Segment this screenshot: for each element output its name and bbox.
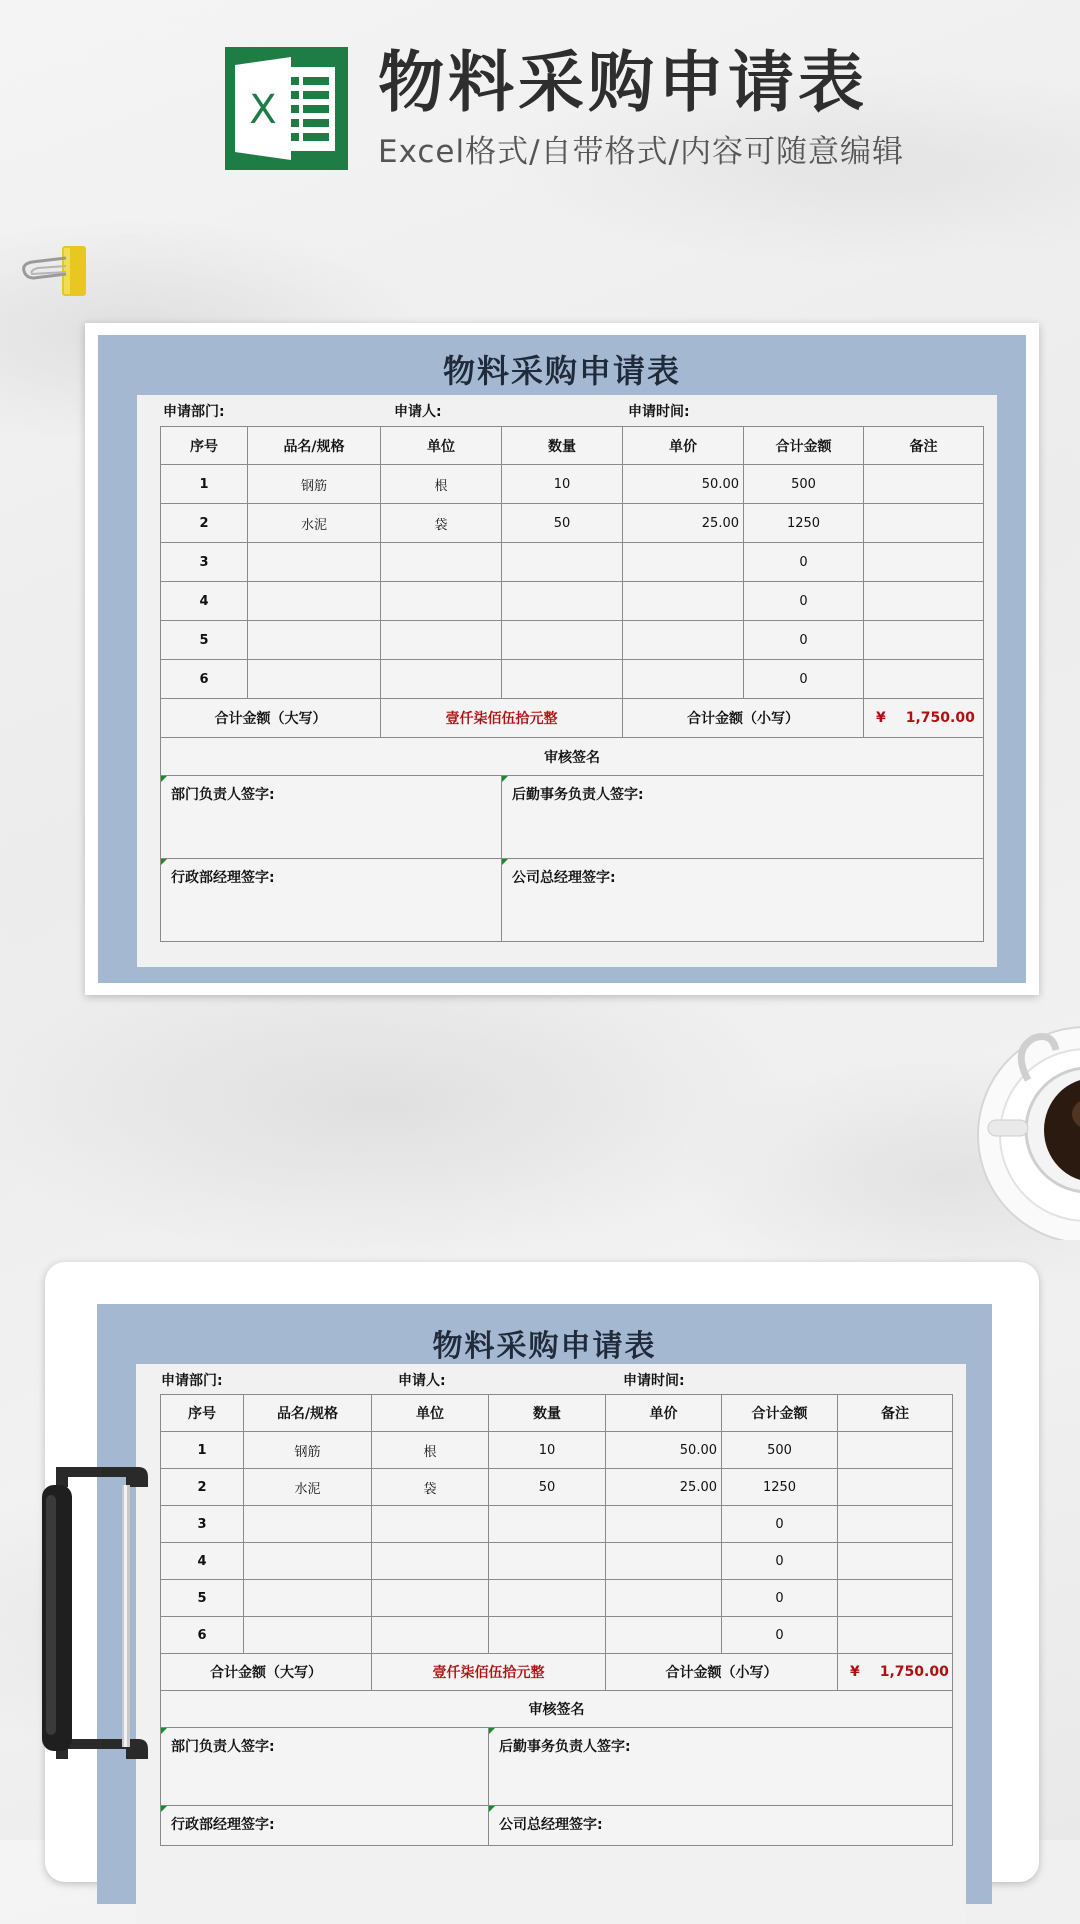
col-header: 序号 <box>161 1395 244 1432</box>
summary-row <box>161 1654 953 1691</box>
currency-symbol: ¥ <box>876 710 886 726</box>
cell-name[interactable] <box>244 1580 372 1617</box>
cell-name[interactable] <box>248 621 381 660</box>
cell-total[interactable]: 0 <box>722 1580 838 1617</box>
clipboard-clip-icon <box>38 1465 158 1765</box>
admin-manager-signature[interactable]: 行政部经理签字: <box>161 1806 489 1846</box>
logistics-head-signature[interactable]: 后勤事务负责人签字: <box>502 776 984 859</box>
table-row <box>161 1506 953 1543</box>
summary-row <box>161 699 984 738</box>
review-title: 审核签名 <box>161 738 984 776</box>
cell-qty[interactable] <box>489 1617 606 1654</box>
excel-logo-icon <box>225 47 348 170</box>
table-row <box>161 582 984 621</box>
cell-unit[interactable] <box>372 1506 489 1543</box>
col-header: 备注 <box>864 427 984 465</box>
cell-note[interactable] <box>838 1580 953 1617</box>
cell-no[interactable]: 3 <box>161 543 248 582</box>
cell-name[interactable] <box>248 582 381 621</box>
cell-no[interactable]: 1 <box>161 465 248 504</box>
dept-label: 申请部门: <box>163 404 225 420</box>
cell-unit[interactable]: 根 <box>381 465 502 504</box>
lower-total-amount: 1,750.00 <box>905 710 975 726</box>
cell-name[interactable]: 钢筋 <box>248 465 381 504</box>
cell-no[interactable]: 6 <box>161 660 248 699</box>
table-row <box>161 1580 953 1617</box>
cell-price[interactable] <box>623 543 744 582</box>
form-title: 物料采购申请表 <box>432 1329 657 1364</box>
lower-total-value[interactable] <box>838 1654 953 1691</box>
cell-qty[interactable] <box>489 1580 606 1617</box>
col-header: 单价 <box>623 427 744 465</box>
col-header: 品名/规格 <box>248 427 381 465</box>
lower-total-label: 合计金额（小写） <box>623 699 864 738</box>
cell-name[interactable] <box>248 543 381 582</box>
general-manager-signature[interactable]: 公司总经理签字: <box>489 1806 953 1846</box>
cell-total[interactable]: 0 <box>744 543 864 582</box>
cell-note[interactable] <box>864 504 984 543</box>
review-title: 审核签名 <box>161 1691 953 1728</box>
cell-no[interactable]: 4 <box>161 1543 244 1580</box>
table-row <box>161 660 984 699</box>
dept-head-signature[interactable]: 部门负责人签字: <box>161 1728 489 1806</box>
cell-qty[interactable] <box>502 582 623 621</box>
cell-no[interactable]: 2 <box>161 504 248 543</box>
cell-note[interactable] <box>864 621 984 660</box>
lower-total-value[interactable] <box>864 699 984 738</box>
cell-no[interactable]: 5 <box>161 1580 244 1617</box>
table-row <box>161 1543 953 1580</box>
cell-note[interactable] <box>838 1543 953 1580</box>
cell-unit[interactable] <box>381 582 502 621</box>
table-row <box>161 1469 953 1506</box>
cell-no[interactable]: 2 <box>161 1469 244 1506</box>
upper-total-value[interactable]: 壹仟柒佰伍拾元整 <box>372 1654 606 1691</box>
table-header-row <box>161 427 984 465</box>
time-label: 申请时间: <box>623 1373 685 1389</box>
form-frame <box>97 1304 992 1904</box>
table-row <box>161 543 984 582</box>
col-header: 备注 <box>838 1395 953 1432</box>
cell-qty[interactable] <box>502 660 623 699</box>
form-frame <box>98 335 1026 983</box>
cell-note[interactable] <box>838 1432 953 1469</box>
cell-name[interactable] <box>248 660 381 699</box>
cell-unit[interactable]: 袋 <box>381 504 502 543</box>
cell-qty[interactable]: 50 <box>489 1469 606 1506</box>
cell-unit[interactable] <box>372 1617 489 1654</box>
cell-unit[interactable] <box>372 1543 489 1580</box>
cell-name[interactable] <box>244 1543 372 1580</box>
col-header: 合计金额 <box>722 1395 838 1432</box>
cell-price[interactable] <box>606 1580 722 1617</box>
logistics-head-signature[interactable]: 后勤事务负责人签字: <box>489 1728 953 1806</box>
binder-clip-icon <box>20 244 88 298</box>
cell-price[interactable]: 50.00 <box>623 465 744 504</box>
cell-note[interactable] <box>838 1506 953 1543</box>
cell-qty[interactable]: 50 <box>502 504 623 543</box>
cell-price[interactable] <box>606 1543 722 1580</box>
purchase-table <box>160 426 984 942</box>
cell-note[interactable] <box>864 465 984 504</box>
applicant-label: 申请人: <box>394 404 442 420</box>
cell-name[interactable]: 水泥 <box>248 504 381 543</box>
cell-price[interactable]: 25.00 <box>606 1469 722 1506</box>
col-header: 单价 <box>606 1395 722 1432</box>
currency-symbol: ¥ <box>850 1664 860 1680</box>
cell-price[interactable]: 25.00 <box>623 504 744 543</box>
cell-total[interactable]: 0 <box>722 1617 838 1654</box>
review-title-row <box>161 738 984 776</box>
upper-total-value[interactable]: 壹仟柒佰伍拾元整 <box>381 699 623 738</box>
cell-note[interactable] <box>864 543 984 582</box>
time-label: 申请时间: <box>628 404 690 420</box>
lower-total-amount: 1,750.00 <box>879 1664 949 1680</box>
form-title: 物料采购申请表 <box>442 352 681 390</box>
form-sheet <box>137 395 997 967</box>
cell-no[interactable]: 3 <box>161 1506 244 1543</box>
upper-total-label: 合计金额（大写） <box>161 1654 372 1691</box>
cell-name[interactable] <box>244 1506 372 1543</box>
col-header: 合计金额 <box>744 427 864 465</box>
cell-unit[interactable]: 袋 <box>372 1469 489 1506</box>
cell-no[interactable]: 6 <box>161 1617 244 1654</box>
cell-note[interactable] <box>838 1469 953 1506</box>
cell-price[interactable] <box>606 1506 722 1543</box>
cell-total[interactable]: 0 <box>744 582 864 621</box>
cell-note[interactable] <box>864 660 984 699</box>
table-row <box>161 621 984 660</box>
cell-qty[interactable]: 10 <box>502 465 623 504</box>
cell-total[interactable]: 500 <box>722 1432 838 1469</box>
cell-price[interactable] <box>606 1617 722 1654</box>
cell-total[interactable]: 0 <box>744 660 864 699</box>
table-row <box>161 1617 953 1654</box>
cell-total[interactable]: 1250 <box>722 1469 838 1506</box>
cell-unit[interactable]: 根 <box>372 1432 489 1469</box>
dept-label: 申请部门: <box>161 1373 223 1389</box>
signature-row <box>161 1728 953 1806</box>
purchase-table <box>160 1394 953 1846</box>
cell-total[interactable]: 0 <box>722 1506 838 1543</box>
form-preview-card <box>85 323 1039 995</box>
applicant-label: 申请人: <box>398 1373 446 1389</box>
form-sheet <box>136 1364 966 1924</box>
cell-unit[interactable] <box>372 1580 489 1617</box>
col-header: 品名/规格 <box>244 1395 372 1432</box>
signature-row <box>161 776 984 859</box>
table-row <box>161 504 984 543</box>
cell-qty[interactable] <box>489 1543 606 1580</box>
cell-total[interactable]: 1250 <box>744 504 864 543</box>
dept-head-signature[interactable]: 部门负责人签字: <box>161 776 502 859</box>
general-manager-signature[interactable]: 公司总经理签字: <box>502 859 984 942</box>
col-header: 序号 <box>161 427 248 465</box>
cell-name[interactable] <box>244 1617 372 1654</box>
page-subtitle: Excel格式/自带格式/内容可随意编辑 <box>378 134 905 170</box>
cell-unit[interactable] <box>381 621 502 660</box>
cell-qty[interactable] <box>502 543 623 582</box>
signature-row <box>161 859 984 942</box>
upper-total-label: 合计金额（大写） <box>161 699 381 738</box>
svg-text:X: X <box>249 87 277 133</box>
cell-qty[interactable] <box>489 1506 606 1543</box>
cell-note[interactable] <box>838 1617 953 1654</box>
cell-name[interactable]: 钢筋 <box>244 1432 372 1469</box>
cell-total[interactable]: 0 <box>744 621 864 660</box>
cell-name[interactable]: 水泥 <box>244 1469 372 1506</box>
cell-total[interactable]: 500 <box>744 465 864 504</box>
table-row <box>161 465 984 504</box>
lower-total-label: 合计金额（小写） <box>606 1654 838 1691</box>
cell-no[interactable]: 5 <box>161 621 248 660</box>
col-header: 单位 <box>381 427 502 465</box>
page-title: 物料采购申请表 <box>378 44 868 121</box>
cell-no[interactable]: 1 <box>161 1432 244 1469</box>
cell-note[interactable] <box>864 582 984 621</box>
col-header: 数量 <box>502 427 623 465</box>
table-header-row <box>161 1395 953 1432</box>
table-row <box>161 1432 953 1469</box>
col-header: 数量 <box>489 1395 606 1432</box>
cell-unit[interactable] <box>381 543 502 582</box>
coffee-cup-icon <box>968 1010 1080 1240</box>
form-preview-card-2 <box>45 1262 1039 1882</box>
cell-price[interactable] <box>623 660 744 699</box>
cell-total[interactable]: 0 <box>722 1543 838 1580</box>
cell-no[interactable]: 4 <box>161 582 248 621</box>
cell-qty[interactable] <box>502 621 623 660</box>
col-header: 单位 <box>372 1395 489 1432</box>
cell-unit[interactable] <box>381 660 502 699</box>
cell-price[interactable] <box>623 621 744 660</box>
cell-qty[interactable]: 10 <box>489 1432 606 1469</box>
review-title-row <box>161 1691 953 1728</box>
cell-price[interactable] <box>623 582 744 621</box>
cell-price[interactable]: 50.00 <box>606 1432 722 1469</box>
admin-manager-signature[interactable]: 行政部经理签字: <box>161 859 502 942</box>
